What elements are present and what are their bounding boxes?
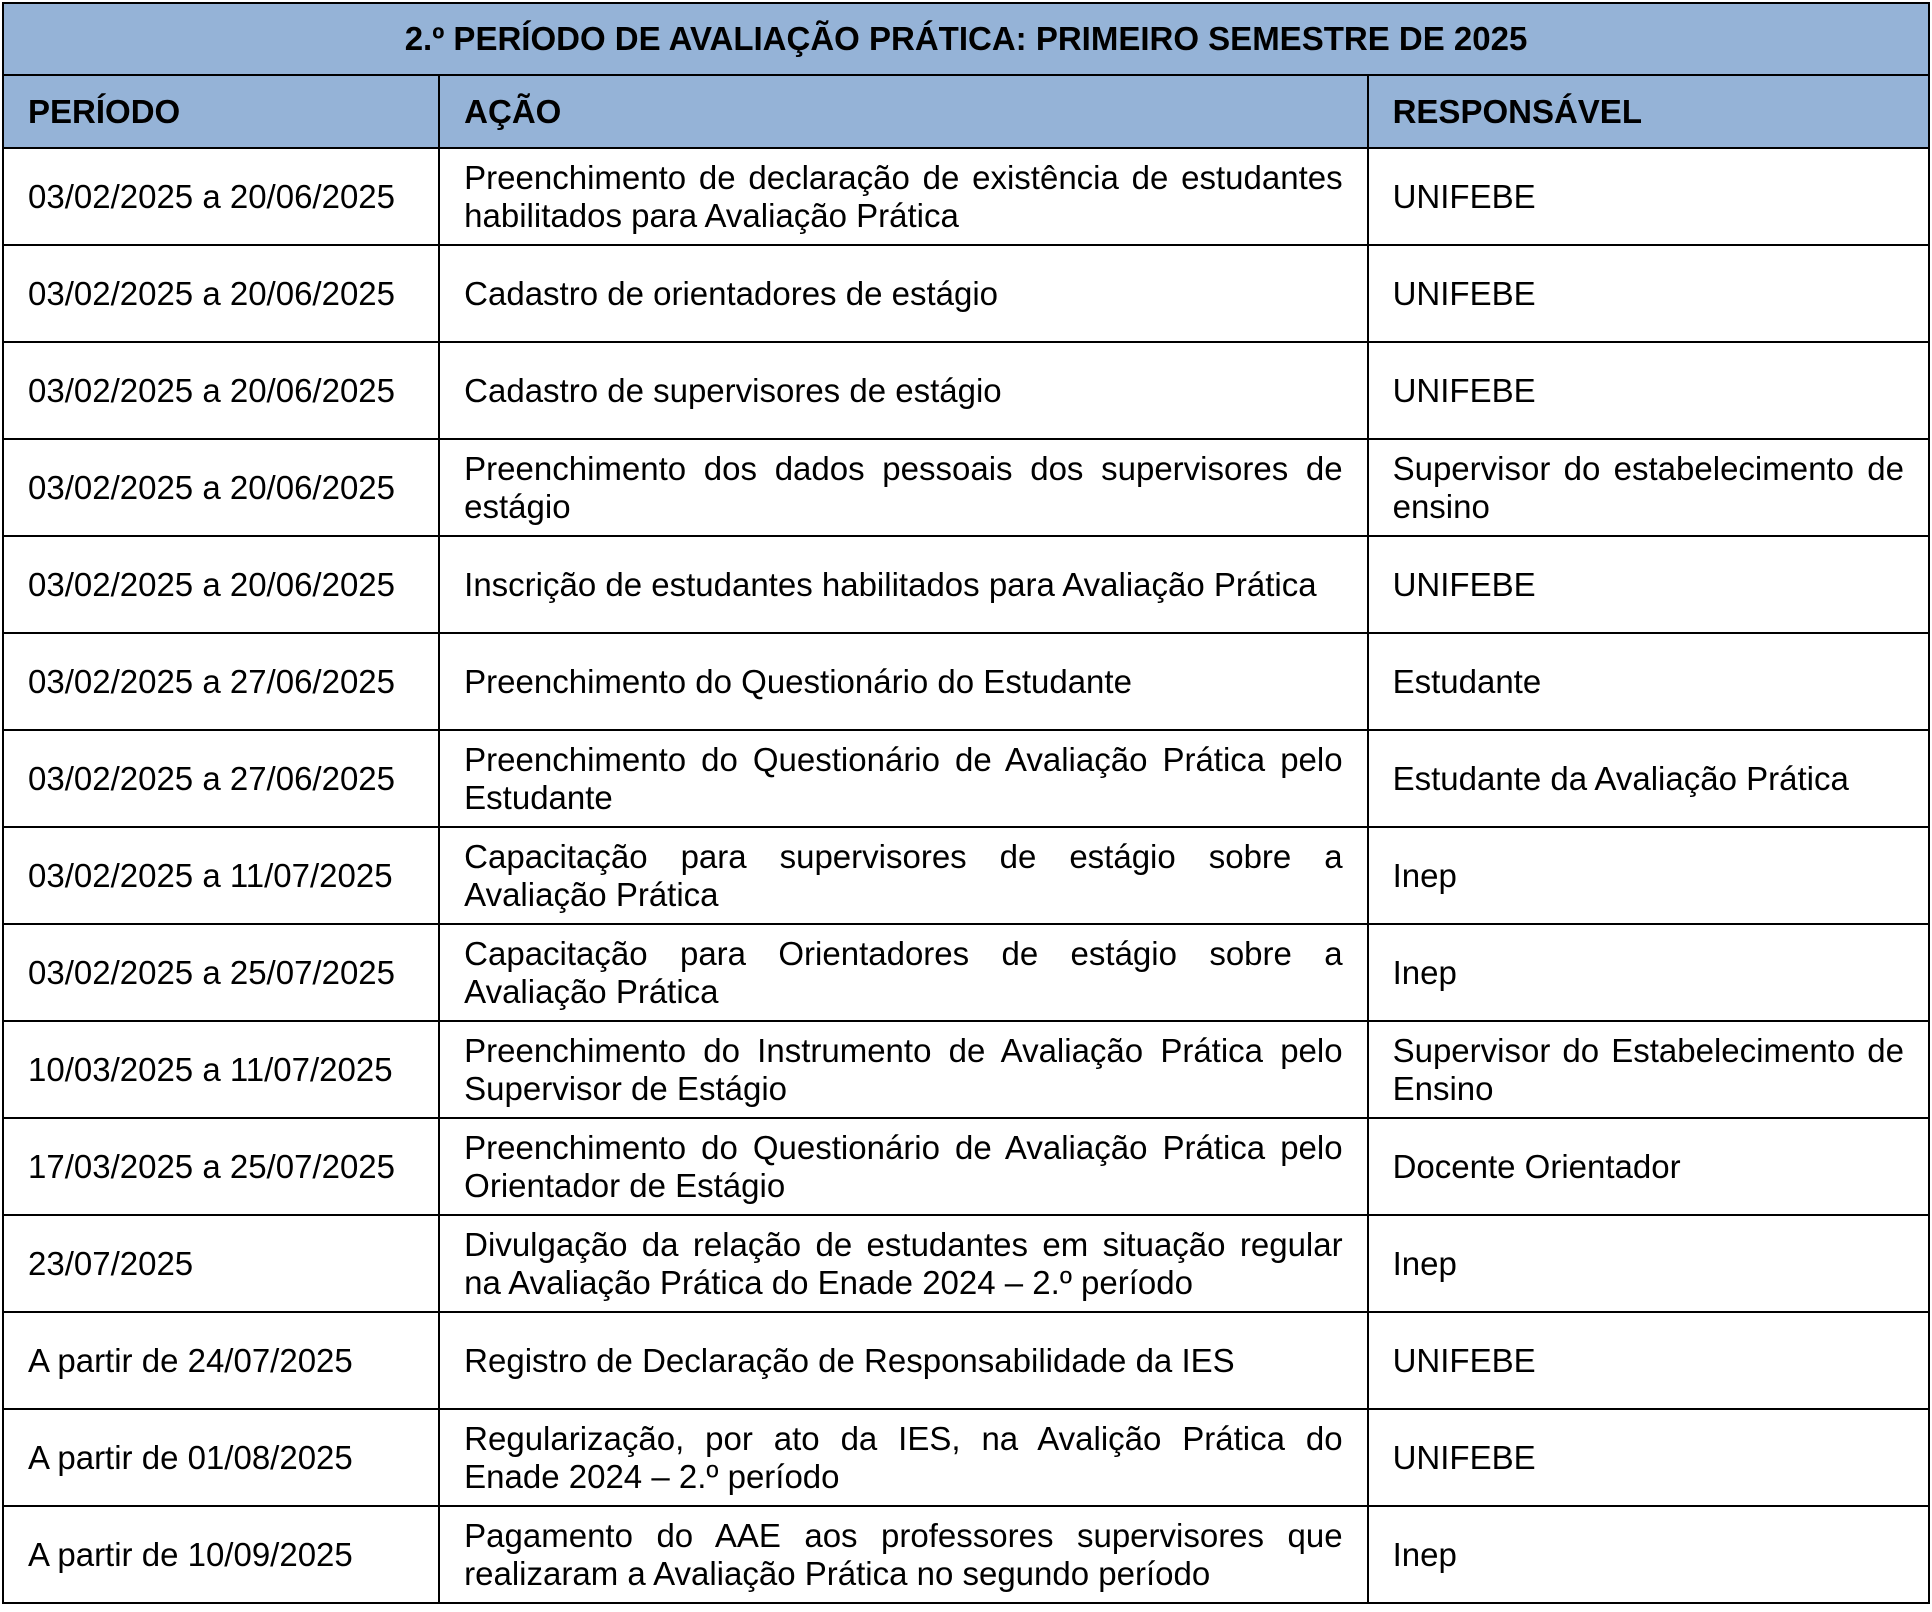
table-row [3,342,1929,439]
table-row [3,924,1929,1021]
cell-acao: Pagamento do AAE aos professores supervisores que realizaram a Avaliação Prática no segundo período [439,1506,1367,1603]
table-row [3,633,1929,730]
table-row [3,245,1929,342]
table-row [3,148,1929,245]
column-header-responsavel: RESPONSÁVEL [1368,75,1929,148]
cell-periodo: 03/02/2025 a 27/06/2025 [3,633,439,730]
cell-responsavel: UNIFEBE [1368,1409,1929,1506]
cell-responsavel: UNIFEBE [1368,342,1929,439]
cell-periodo: 03/02/2025 a 20/06/2025 [3,245,439,342]
cell-periodo: 10/03/2025 a 11/07/2025 [3,1021,439,1118]
cell-responsavel: UNIFEBE [1368,148,1929,245]
cell-periodo: 17/03/2025 a 25/07/2025 [3,1118,439,1215]
cell-responsavel: Estudante da Avaliação Prática [1368,730,1929,827]
cell-responsavel: Inep [1368,827,1929,924]
cell-periodo: A partir de 10/09/2025 [3,1506,439,1603]
table-row [3,1506,1929,1603]
cell-acao: Capacitação para supervisores de estágio sobre a Avaliação Prática [439,827,1367,924]
cell-periodo: 03/02/2025 a 20/06/2025 [3,439,439,536]
cell-responsavel: Supervisor do estabelecimento de ensino [1368,439,1929,536]
table-row [3,1312,1929,1409]
title-row [3,3,1929,75]
cell-responsavel: Estudante [1368,633,1929,730]
table-title: 2.º PERÍODO DE AVALIAÇÃO PRÁTICA: PRIMEIRO SEMESTRE DE 2025 [3,3,1929,75]
cell-periodo: 23/07/2025 [3,1215,439,1312]
cell-responsavel: UNIFEBE [1368,536,1929,633]
cell-acao: Capacitação para Orientadores de estágio sobre a Avaliação Prática [439,924,1367,1021]
column-header-acao: AÇÃO [439,75,1367,148]
cell-responsavel: Supervisor do Estabelecimento de Ensino [1368,1021,1929,1118]
cell-acao: Registro de Declaração de Responsabilidade da IES [439,1312,1367,1409]
table-row [3,827,1929,924]
cell-acao: Preenchimento dos dados pessoais dos supervisores de estágio [439,439,1367,536]
cell-acao: Divulgação da relação de estudantes em situação regular na Avaliação Prática do Enade 2024 – 2.º período [439,1215,1367,1312]
cell-acao: Preenchimento do Questionário de Avaliação Prática pelo Orientador de Estágio [439,1118,1367,1215]
table-row [3,1215,1929,1312]
cell-acao: Preenchimento do Questionário de Avaliação Prática pelo Estudante [439,730,1367,827]
cell-periodo: 03/02/2025 a 25/07/2025 [3,924,439,1021]
cell-acao: Cadastro de orientadores de estágio [439,245,1367,342]
cell-periodo: 03/02/2025 a 20/06/2025 [3,536,439,633]
cell-acao: Regularização, por ato da IES, na Avalição Prática do Enade 2024 – 2.º período [439,1409,1367,1506]
table-row [3,536,1929,633]
cell-periodo: 03/02/2025 a 20/06/2025 [3,342,439,439]
cell-periodo: 03/02/2025 a 27/06/2025 [3,730,439,827]
table-row [3,439,1929,536]
cell-acao: Preenchimento de declaração de existência de estudantes habilitados para Avaliação Prática [439,148,1367,245]
table-row [3,730,1929,827]
schedule-document [2,2,1930,1604]
cell-acao: Preenchimento do Questionário do Estudante [439,633,1367,730]
cell-periodo: 03/02/2025 a 11/07/2025 [3,827,439,924]
table-row [3,1409,1929,1506]
table-row [3,1021,1929,1118]
cell-responsavel: UNIFEBE [1368,1312,1929,1409]
cell-responsavel: Inep [1368,924,1929,1021]
cell-periodo: A partir de 24/07/2025 [3,1312,439,1409]
cell-periodo: A partir de 01/08/2025 [3,1409,439,1506]
column-header-periodo: PERÍODO [3,75,439,148]
table-row [3,1118,1929,1215]
cell-periodo: 03/02/2025 a 20/06/2025 [3,148,439,245]
cell-responsavel: Docente Orientador [1368,1118,1929,1215]
cell-acao: Inscrição de estudantes habilitados para Avaliação Prática [439,536,1367,633]
cell-responsavel: Inep [1368,1215,1929,1312]
cell-responsavel: Inep [1368,1506,1929,1603]
cell-responsavel: UNIFEBE [1368,245,1929,342]
schedule-table [2,2,1930,1604]
header-row [3,75,1929,148]
cell-acao: Preenchimento do Instrumento de Avaliação Prática pelo Supervisor de Estágio [439,1021,1367,1118]
cell-acao: Cadastro de supervisores de estágio [439,342,1367,439]
